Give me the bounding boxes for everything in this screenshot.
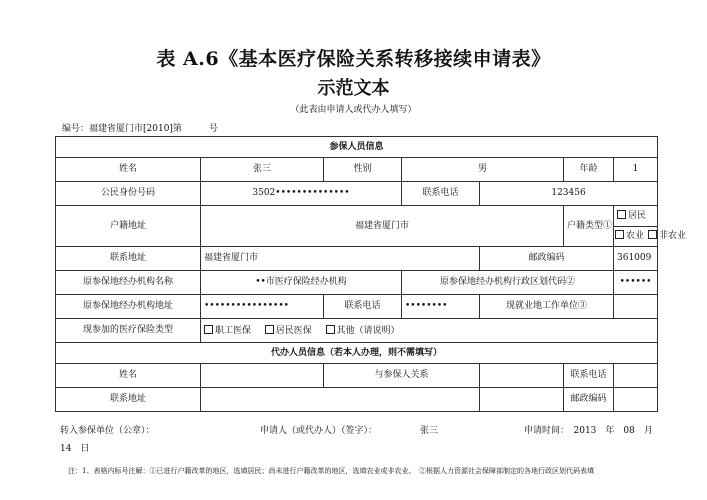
orig-agency-value[interactable]: ••市医疗保险经办机构	[201, 271, 402, 295]
insurance-opt2-label: 居民医保	[275, 325, 312, 336]
agent-row-name	[56, 364, 658, 388]
apply-time: 申请时间： 2013 年 08 月	[524, 426, 653, 436]
household-label: 户籍地址	[56, 206, 201, 247]
agent-postcode-value[interactable]	[614, 388, 658, 412]
insurance-opt-employee[interactable]	[204, 326, 251, 336]
orig-phone-label: 联系电话	[324, 295, 402, 319]
serial-number: 编号：福建省厦门市[2010]第 号	[62, 124, 218, 134]
transfer-unit-label: 转入参保单位（公章）：	[60, 426, 155, 436]
household-type-resident[interactable]	[614, 206, 658, 227]
orig-region-value[interactable]: ••••••	[614, 271, 658, 295]
checkbox-icon[interactable]	[326, 325, 335, 334]
checkbox-icon[interactable]	[648, 230, 657, 239]
household-value[interactable]: 福建省厦门市	[201, 206, 564, 247]
insured-section-header	[56, 137, 658, 158]
form-subtitle: 示范文本	[317, 78, 390, 99]
address-value[interactable]: 福建省厦门市	[201, 247, 480, 271]
checkbox-icon[interactable]	[617, 210, 626, 219]
checkbox-icon[interactable]	[265, 325, 274, 334]
name-value[interactable]: 张三	[201, 158, 324, 182]
form-title: 表 A.6《基本医疗保险关系转移接续申请表》	[156, 48, 551, 70]
insurance-type-label: 现参加的医疗保险类型	[56, 319, 201, 343]
agent-name-value[interactable]	[201, 364, 324, 388]
phone-label: 联系电话	[402, 182, 480, 206]
orig-phone-value[interactable]: ••••••••	[402, 295, 480, 319]
household-type-opt1: 居民	[628, 210, 647, 221]
id-value[interactable]: 3502••••••••••••••	[201, 182, 402, 206]
household-type-farm[interactable]	[614, 226, 687, 247]
postcode-value[interactable]: 361009	[614, 247, 658, 271]
insured-row-household-1	[56, 206, 658, 227]
insured-row-orig-agency	[56, 271, 658, 295]
agent-relation-value[interactable]	[480, 364, 564, 388]
applicant-label: 申请人（或代办人）（签字）：	[260, 426, 378, 436]
agent-row-address	[56, 388, 658, 412]
agent-address-spacer	[480, 388, 564, 412]
checkbox-icon[interactable]	[204, 325, 213, 334]
insured-section-title: 参保人员信息	[56, 137, 658, 158]
agent-phone-label: 联系电话	[564, 364, 614, 388]
checkbox-icon[interactable]	[615, 230, 624, 239]
insurance-type-options	[201, 319, 658, 343]
insured-row-address	[56, 247, 658, 271]
gender-value[interactable]: 男	[402, 158, 564, 182]
agent-address-label: 联系地址	[56, 388, 201, 412]
application-form-table	[55, 136, 687, 412]
postcode-label: 邮政编码	[480, 247, 614, 271]
insured-row-id	[56, 182, 658, 206]
household-type-opt2: 农业	[626, 231, 645, 242]
orig-agency-label: 原参保地经办机构名称	[56, 271, 201, 295]
form-note: （此表由申请人或代办人填写）	[290, 105, 417, 115]
id-label: 公民身份号码	[56, 182, 201, 206]
insured-row-orig-address	[56, 295, 658, 319]
age-value[interactable]: 1	[614, 158, 658, 182]
footnote-remark: 注：1、表格内标号注解：①已进行户籍改革的地区，选填居民；尚未进行户籍改革的地区，选填农业或非农业。 ②根据人力资源社会保障部制定的各地行政区划代码表填	[68, 467, 594, 475]
insurance-opt-other[interactable]	[326, 326, 400, 336]
agent-relation-label: 与参保人关系	[324, 364, 480, 388]
insurance-opt3-label: 其他（请说明）	[336, 325, 400, 336]
agent-section-title: 代办人员信息（若本人办理，则不需填写）	[56, 343, 658, 364]
agent-section-header	[56, 343, 658, 364]
agent-address-value[interactable]	[201, 388, 480, 412]
agent-postcode-label: 邮政编码	[564, 388, 614, 412]
agent-phone-value[interactable]	[614, 364, 658, 388]
gender-label: 性别	[324, 158, 402, 182]
apply-day: 14 日	[60, 444, 90, 454]
orig-agency-addr-value[interactable]: ••••••••••••••••	[201, 295, 324, 319]
insured-row-name	[56, 158, 658, 182]
insured-row-insurance-type	[56, 319, 658, 343]
household-type-opt3: 非农业	[659, 231, 687, 242]
work-unit-label: 现就业地工作单位③	[480, 295, 614, 319]
name-label: 姓名	[56, 158, 201, 182]
age-label: 年龄	[564, 158, 614, 182]
insurance-opt1-label: 职工医保	[215, 325, 252, 336]
orig-region-label: 原参保地经办机构行政区划代码②	[402, 271, 614, 295]
phone-value[interactable]: 123456	[480, 182, 658, 206]
work-unit-value[interactable]	[614, 295, 658, 319]
household-type-label: 户籍类型①	[564, 206, 614, 247]
orig-agency-addr-label: 原参保地经办机构地址	[56, 295, 201, 319]
household-type-nonfarm[interactable]	[648, 231, 686, 241]
applicant-name: 张三	[420, 426, 439, 436]
agent-name-label: 姓名	[56, 364, 201, 388]
address-label: 联系地址	[56, 247, 201, 271]
insurance-opt-resident[interactable]	[265, 326, 312, 336]
